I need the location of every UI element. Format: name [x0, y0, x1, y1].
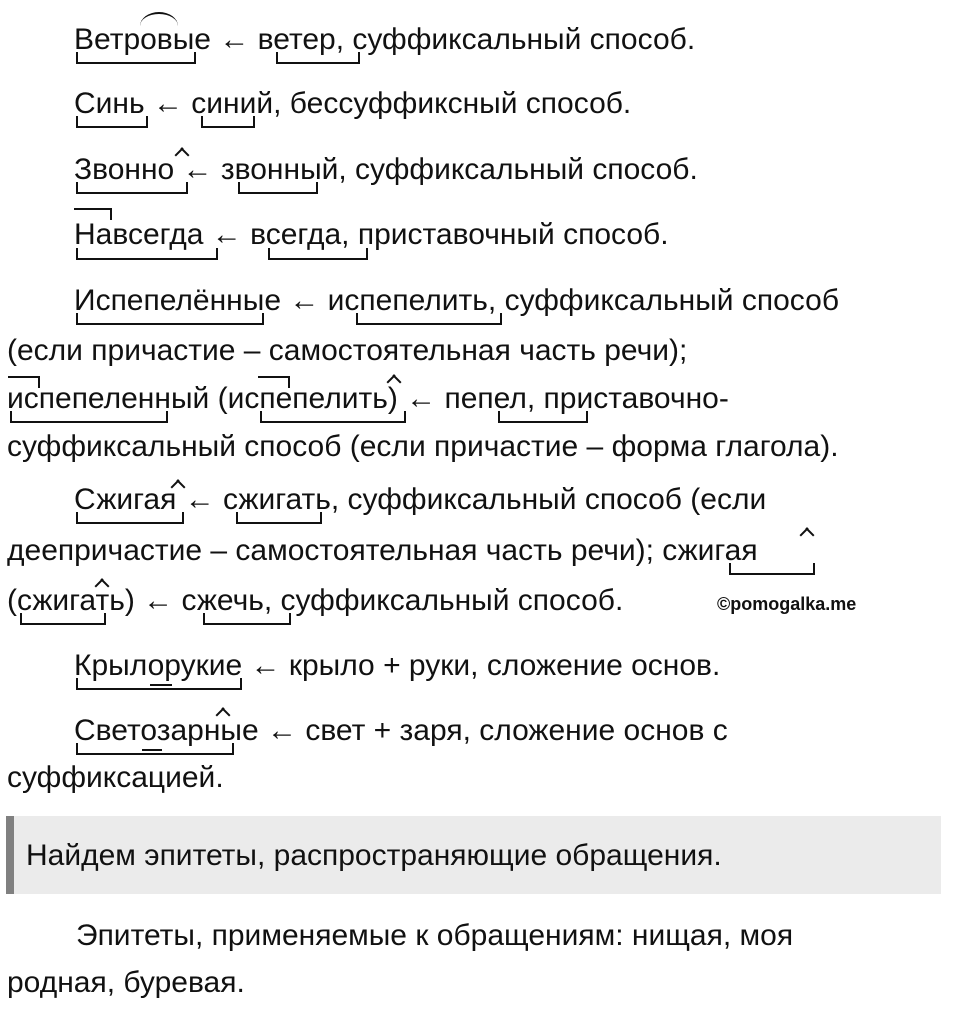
- base-mark: [276, 52, 360, 64]
- connecting-vowel-mark: [142, 749, 162, 751]
- answer-text: родная, буревая.: [7, 966, 245, 999]
- base-mark: [76, 313, 264, 325]
- base-mark: [10, 411, 168, 423]
- base-mark: [238, 182, 318, 194]
- base-mark: [201, 116, 255, 128]
- suffix-mark: [797, 520, 817, 534]
- base-mark: [260, 411, 406, 423]
- answer-line-2: [7, 965, 245, 1001]
- prefix-mark: [8, 376, 40, 388]
- answer-text: Эпитеты, применяемые к обращениям: нищая, моя: [76, 919, 794, 952]
- line-text: Сжигая ← сжигать, суффиксальный способ (если: [74, 483, 767, 516]
- base-mark: [203, 613, 291, 625]
- line-text: испепеленный (испепелить) ← пепел, приставочно-: [7, 382, 729, 415]
- suffix-mark: [172, 140, 192, 154]
- text-line-deeprichastie: [7, 533, 758, 569]
- suffix-mark: [168, 472, 188, 486]
- line-text: деепричастие – самостоятельная часть речи); сжигая: [7, 534, 758, 567]
- line-text: Светозарные ← свет + заря, сложение основ с: [74, 714, 728, 747]
- line-text: Синь ← синий, бессуффиксный способ.: [74, 87, 632, 120]
- text-line-sin: [74, 86, 631, 122]
- base-mark: [20, 613, 106, 625]
- line-text: Ветровые ← ветер, суффиксальный способ.: [74, 23, 696, 56]
- line-text: Навсегда ← всегда, приставочный способ.: [74, 218, 669, 251]
- base-mark: [76, 116, 148, 128]
- line-text: суффиксацией.: [7, 761, 224, 794]
- base-mark: [76, 52, 196, 64]
- prefix-mark: [74, 208, 112, 220]
- callout-text: Найдем эпитеты, распространяющие обращения.: [26, 839, 722, 872]
- suffix-mark: [384, 367, 404, 381]
- base-mark: [236, 512, 322, 524]
- text-line-suffiksaciei: [7, 760, 224, 796]
- text-line-suffiksalnyi: [7, 429, 839, 465]
- line-text: Испепелённые ← испепелить, суффиксальный способ: [74, 284, 840, 317]
- line-text: (сжигать) ← сжечь, суффиксальный способ.: [7, 584, 624, 617]
- base-mark: [498, 411, 588, 423]
- connecting-vowel-mark: [150, 684, 172, 686]
- base-mark: [76, 182, 188, 194]
- line-text: суффиксальный способ (если причастие – форма глагола).: [7, 430, 839, 463]
- suffix-mark: [92, 571, 112, 585]
- watermark: ©pomogalka.me: [717, 594, 857, 614]
- suffix-mark: [213, 700, 233, 714]
- base-mark: [268, 248, 368, 260]
- line-text: Крылорукие ← крыло + руки, сложение основ.: [74, 649, 721, 682]
- prefix-mark: [258, 376, 290, 388]
- base-mark: [356, 313, 502, 325]
- base-mark: [729, 563, 815, 575]
- answer-line-1: [76, 918, 793, 954]
- line-text: Звонно ← звонный, суффиксальный способ.: [74, 153, 698, 186]
- task-callout: [6, 816, 941, 894]
- root-mark: [140, 12, 178, 26]
- base-mark: [76, 512, 184, 524]
- base-mark: [76, 248, 218, 260]
- line-text: (если причастие – самостоятельная часть речи);: [7, 334, 688, 367]
- text-line-esli-prichastie: [7, 333, 687, 369]
